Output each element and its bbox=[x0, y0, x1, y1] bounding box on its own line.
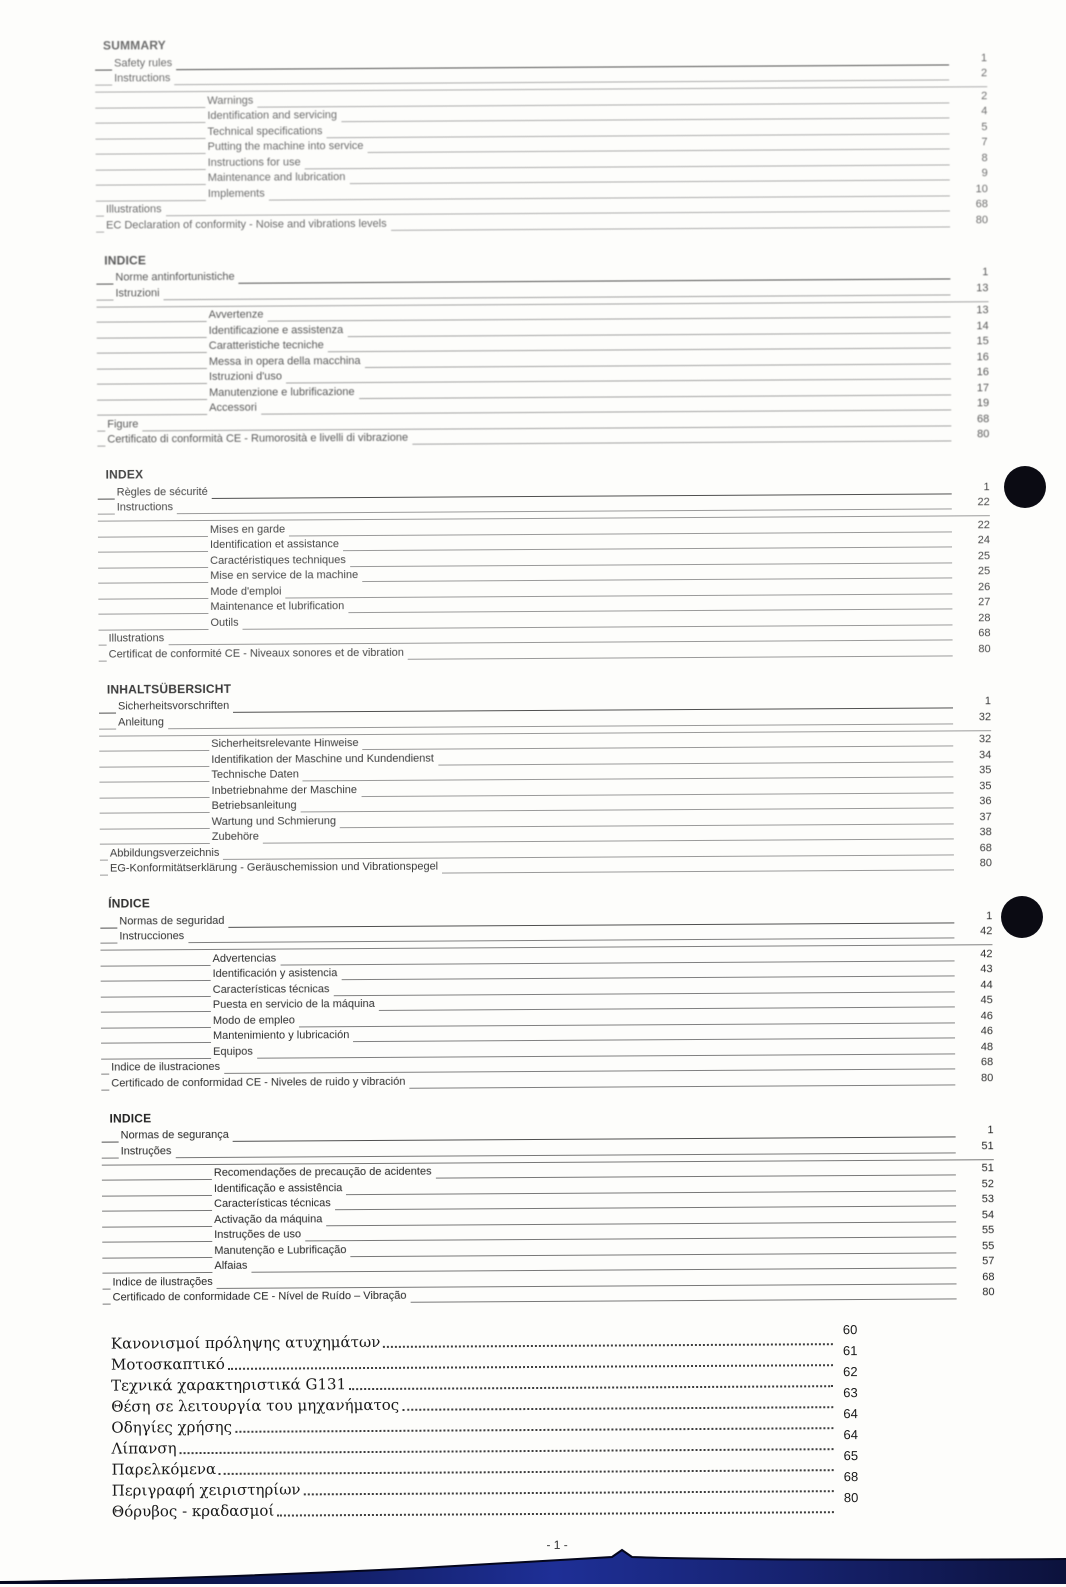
toc-item-label: Règles de sécurité bbox=[116, 485, 208, 499]
leader-line bbox=[442, 866, 954, 873]
toc-page-number: 80 bbox=[982, 1286, 995, 1299]
toc-item-label: Instrucciones bbox=[119, 930, 185, 943]
toc-item-label: Certificado de conformidad CE - Niveles de ruido y vibración bbox=[111, 1075, 406, 1090]
toc-page-number: 64 bbox=[843, 1427, 858, 1443]
toc-section-english bbox=[95, 33, 988, 232]
toc-item-label: Anleitung bbox=[118, 715, 164, 729]
leader-line-left bbox=[97, 318, 207, 323]
leader-line-left bbox=[97, 349, 207, 354]
toc-page-number: 10 bbox=[975, 182, 988, 195]
toc-page-number: 16 bbox=[976, 366, 989, 379]
leader-line-left bbox=[98, 594, 208, 599]
leader-line-left bbox=[96, 228, 104, 232]
leader-line-left bbox=[96, 181, 206, 186]
leader-line-left bbox=[98, 625, 208, 630]
toc-page-number: 80 bbox=[843, 1490, 859, 1506]
toc-page-number: 2 bbox=[980, 67, 988, 80]
toc-item-label: Advertencias bbox=[212, 952, 277, 965]
leader-line-left bbox=[101, 1086, 109, 1090]
toc-page-number: 44 bbox=[980, 978, 993, 991]
leader-line-left bbox=[97, 333, 207, 338]
toc-section-spanish bbox=[100, 891, 993, 1090]
toc-item-label: Sicherheitsrelevante Hinweise bbox=[211, 737, 359, 750]
toc-item-label: Activação da máquina bbox=[214, 1212, 323, 1226]
leader-line-left bbox=[100, 856, 108, 860]
leader-line-left bbox=[98, 563, 208, 568]
toc-item-label: Maintenance and lubrication bbox=[207, 171, 346, 184]
leader-line-left bbox=[96, 296, 113, 300]
toc-item-label: Manutenção e Lubrificação bbox=[214, 1243, 347, 1257]
toc-item-label: Norme antinfortunistiche bbox=[115, 270, 235, 284]
toc-item-label: Wartung und Schmierung bbox=[211, 814, 337, 828]
toc-item-label: Avvertenze bbox=[208, 308, 264, 321]
toc-item-label: Identificação e assistência bbox=[213, 1181, 343, 1195]
leader-line-left bbox=[96, 150, 206, 155]
leader-line-left bbox=[98, 579, 208, 584]
leader-line-left bbox=[103, 1285, 111, 1289]
toc-section-header: SUMMARY bbox=[102, 38, 166, 53]
toc-item-label: Normas de segurança bbox=[120, 1128, 229, 1142]
toc-page-number: 7 bbox=[981, 136, 988, 149]
toc-page-number: 80 bbox=[978, 642, 991, 655]
toc-item-label: Sicherheitsvorschriften bbox=[117, 699, 230, 713]
leader-line-left bbox=[95, 134, 205, 139]
leader-line-left bbox=[101, 992, 211, 997]
toc-item-label: Zubehöre bbox=[211, 830, 259, 843]
toc-page-number: 46 bbox=[980, 1025, 994, 1038]
toc-item-label: Abbildungsverzeichnis bbox=[109, 846, 220, 860]
toc-page-number: 62 bbox=[843, 1364, 858, 1380]
toc-page-number: 17 bbox=[976, 381, 990, 394]
toc-page-number: 51 bbox=[981, 1139, 994, 1152]
leader-line-left bbox=[95, 103, 205, 108]
leader-line-left bbox=[102, 1253, 212, 1258]
leader-line-left bbox=[100, 872, 108, 876]
toc-item-label: Recomendações de precaução de acidentes bbox=[213, 1165, 432, 1179]
toc-page-number: 57 bbox=[982, 1255, 995, 1268]
toc-section-french bbox=[98, 462, 991, 661]
toc-item-label: Identifikation der Maschine und Kundendienst bbox=[211, 752, 434, 766]
toc-page-number: 26 bbox=[977, 580, 991, 593]
toc-page-number: 60 bbox=[842, 1322, 858, 1338]
leader-line-left bbox=[97, 411, 207, 416]
toc-item-label: Mantenimiento y lubricación bbox=[212, 1029, 350, 1042]
toc-item-label: Accessori bbox=[209, 401, 257, 414]
toc-section-greek bbox=[110, 1322, 996, 1521]
dotted-leader-line bbox=[349, 1381, 833, 1390]
leader-line-left bbox=[102, 1191, 212, 1196]
toc-section-german bbox=[99, 677, 992, 876]
toc-page-number: 61 bbox=[842, 1343, 858, 1359]
leader-line-left bbox=[101, 1008, 211, 1013]
toc-page-number: 64 bbox=[843, 1406, 858, 1422]
toc-page-number: 28 bbox=[978, 611, 991, 624]
toc-item-label: Maintenance et lubrification bbox=[210, 600, 345, 613]
toc-page-number: 5 bbox=[981, 120, 988, 133]
toc-page-number: 32 bbox=[978, 733, 992, 746]
leader-line-left bbox=[98, 610, 208, 615]
toc-page-number: 35 bbox=[979, 779, 992, 792]
toc-item-label: Τεχνικά χαρακτηριστικά G131 bbox=[111, 1375, 347, 1395]
toc-page-number: 53 bbox=[981, 1193, 995, 1206]
toc-page-number: 9 bbox=[981, 167, 988, 180]
toc-page-number: 1 bbox=[980, 51, 988, 64]
toc-item-label: Betriebsanleitung bbox=[211, 799, 297, 812]
leader-line-left bbox=[95, 66, 112, 70]
toc-page-number: 38 bbox=[979, 826, 992, 839]
toc-item-label: Mises en garde bbox=[209, 523, 286, 536]
leader-line-left bbox=[101, 961, 211, 966]
leader-line-left bbox=[101, 1039, 211, 1044]
toc-page-number: 68 bbox=[978, 627, 991, 640]
toc-page-number: 68 bbox=[982, 1270, 995, 1283]
leader-line bbox=[412, 437, 951, 444]
toc-page-number: 13 bbox=[976, 304, 989, 317]
leader-line-left bbox=[96, 165, 206, 170]
leader-line bbox=[408, 652, 953, 659]
punch-hole-icon bbox=[1001, 896, 1043, 938]
toc-item-label: Instructions bbox=[116, 501, 174, 514]
toc-page-number: 19 bbox=[976, 397, 990, 410]
toc-page-number: 80 bbox=[975, 213, 989, 226]
leader-line-left bbox=[97, 364, 207, 369]
toc-section-header: INHALTSÜBERSICHT bbox=[106, 681, 232, 697]
toc-item-label: EG-Konformitätserklärung - Geräuschemission und Vibrationspegel bbox=[109, 860, 439, 875]
leader-line-left bbox=[99, 747, 209, 752]
toc-page-number: 68 bbox=[979, 841, 992, 854]
toc-page-number: 65 bbox=[843, 1448, 859, 1464]
toc-page-number: 35 bbox=[979, 764, 992, 777]
toc-item-label: Θέση σε λειτουργία του μηχανήματος bbox=[111, 1395, 400, 1416]
toc-item-label: Certificado de conformidade CE - Nível de Ruído – Vibração bbox=[112, 1289, 407, 1304]
toc-item-label: Modo de empleo bbox=[212, 1013, 295, 1027]
toc-page-number: 1 bbox=[982, 266, 989, 279]
leader-line-left bbox=[101, 1071, 109, 1075]
toc-item-label: EC Declaration of conformity - Noise and vibrations levels bbox=[106, 217, 387, 232]
toc-section-header: ÍNDICE bbox=[108, 896, 151, 911]
dotted-leader-line bbox=[277, 1507, 834, 1516]
leader-line-left bbox=[101, 1054, 211, 1059]
toc-page-number: 80 bbox=[980, 1071, 994, 1084]
punch-hole-icon bbox=[1004, 466, 1046, 508]
leader-line-left bbox=[95, 119, 205, 124]
toc-section-header: INDICE bbox=[109, 1110, 152, 1126]
toc-item-label: Istruzioni bbox=[115, 286, 160, 300]
toc-page-number: 25 bbox=[977, 549, 991, 562]
toc-item-label: Putting the machine into service bbox=[207, 140, 364, 153]
toc-item-label: Instruções bbox=[120, 1144, 172, 1158]
leader-line-left bbox=[98, 495, 115, 499]
toc-page-number: 4 bbox=[981, 105, 988, 118]
toc-page-number: 80 bbox=[977, 428, 990, 441]
toc-item-label: Παρελκόμενα bbox=[111, 1459, 217, 1479]
toc-item-label: Características técnicas bbox=[212, 982, 330, 996]
toc-item-label: Instructions for use bbox=[207, 155, 301, 169]
toc-section-italian bbox=[96, 248, 989, 447]
toc-page-number: 68 bbox=[980, 1056, 994, 1069]
toc-item-label: Instructions bbox=[114, 72, 171, 85]
dotted-leader-line bbox=[228, 1360, 833, 1370]
toc-page-number: 16 bbox=[976, 350, 989, 363]
toc-item-label: Características técnicas bbox=[213, 1197, 331, 1210]
dotted-leader-line bbox=[383, 1339, 833, 1348]
leader-line-left bbox=[97, 380, 207, 385]
toc-item-label: Outils bbox=[210, 616, 239, 629]
toc-item-label: Implements bbox=[207, 187, 265, 200]
dotted-leader-line bbox=[180, 1444, 834, 1454]
toc-page-number: 13 bbox=[976, 281, 989, 294]
leader-line-left bbox=[98, 548, 208, 553]
toc-page-number: 42 bbox=[980, 925, 993, 938]
toc-page-number: 52 bbox=[981, 1177, 994, 1190]
leader-line bbox=[391, 223, 950, 230]
toc-page-number: 45 bbox=[980, 994, 993, 1007]
toc-item-label: Technische Daten bbox=[211, 768, 299, 781]
leader-line-left bbox=[102, 1269, 212, 1274]
toc-page-number: 68 bbox=[843, 1469, 859, 1485]
toc-section-header: INDICE bbox=[104, 252, 147, 268]
book-spine-band bbox=[0, 1544, 1066, 1584]
leader-line-left bbox=[98, 532, 208, 537]
leader-line-left bbox=[97, 443, 105, 447]
toc-page-number: 22 bbox=[977, 518, 990, 531]
leader-line-left bbox=[97, 395, 207, 400]
toc-item-label: Messa in opera della macchina bbox=[208, 354, 361, 368]
toc-page-number: 34 bbox=[979, 748, 992, 761]
toc-item-label: Alfaias bbox=[214, 1259, 248, 1272]
toc-section-header: INDEX bbox=[105, 467, 144, 482]
toc-page-number: 1 bbox=[984, 695, 992, 708]
leader-line-left bbox=[99, 778, 209, 783]
toc-item-label: Safety rules bbox=[114, 56, 173, 70]
toc-item-label: Illustrations bbox=[105, 203, 162, 216]
toc-page-number: 27 bbox=[978, 596, 991, 609]
toc-page-number: 46 bbox=[980, 1009, 993, 1022]
toc-item-label: Mode d'emploi bbox=[210, 585, 282, 598]
leader-line-left bbox=[100, 924, 117, 928]
leader-line-left bbox=[102, 1139, 119, 1143]
toc-page-number: 36 bbox=[979, 795, 992, 808]
toc-page-number: 43 bbox=[980, 963, 993, 976]
leader-line-left bbox=[97, 427, 105, 431]
dotted-leader-line bbox=[235, 1423, 833, 1433]
toc-item-label: Caratteristiche tecniche bbox=[208, 339, 324, 352]
toc-page-number: 24 bbox=[977, 534, 991, 547]
toc-item-label: Warnings bbox=[207, 94, 254, 107]
leader-line-left bbox=[99, 762, 209, 767]
leader-line-left bbox=[102, 1207, 212, 1212]
toc-page-number: 42 bbox=[980, 947, 993, 960]
leader-line bbox=[409, 1081, 955, 1088]
leader-line-left bbox=[98, 511, 115, 515]
toc-item-label: Οδηγίες χρήσης bbox=[111, 1417, 233, 1437]
toc-page-number: 55 bbox=[981, 1224, 995, 1237]
leader-line-left bbox=[101, 1023, 211, 1028]
toc-item-label: Identification et assistance bbox=[209, 538, 340, 551]
toc-item-label: Μοτοσκαπτικό bbox=[110, 1354, 225, 1374]
toc-item-label: Caractéristiques techniques bbox=[210, 553, 346, 567]
toc-item-label: Indice de ilustraciones bbox=[111, 1060, 221, 1074]
leader-line-left bbox=[100, 809, 210, 814]
toc-item-label: Θόρυβος - κραδασμοί bbox=[111, 1501, 275, 1521]
toc-item-label: Mise en service de la machine bbox=[210, 569, 359, 582]
leader-line-left bbox=[99, 725, 116, 729]
toc-section-portuguese bbox=[101, 1106, 994, 1305]
leader-line-left bbox=[96, 281, 113, 285]
page-number-footer: - 1 - bbox=[546, 1537, 568, 1552]
toc-page-number: 1 bbox=[983, 480, 990, 493]
leader-line-left bbox=[99, 657, 107, 661]
toc-page-number: 37 bbox=[979, 810, 992, 823]
toc-item-label: Περιγραφή χειριστηρίων bbox=[111, 1480, 301, 1500]
toc-item-label: Normas de seguridad bbox=[119, 914, 225, 928]
toc-item-label: Instruções de uso bbox=[214, 1228, 302, 1241]
toc-item-label: Illustrations bbox=[108, 632, 165, 645]
toc-item-label: Identificación y asistencia bbox=[212, 967, 338, 980]
toc-page-number: 51 bbox=[981, 1162, 994, 1175]
toc-item-label: Equipos bbox=[213, 1045, 253, 1058]
toc-item-label: Certificato di conformità CE - Rumorosità e livelli di vibrazione bbox=[107, 431, 409, 446]
toc-item-label: Figure bbox=[107, 417, 139, 431]
toc-item-label: Technical specifications bbox=[207, 124, 323, 138]
leader-line-left bbox=[102, 1238, 212, 1243]
toc-item-label: Manutenzione e lubrificazione bbox=[209, 385, 355, 399]
toc-item-label: Puesta en servicio de la máquina bbox=[212, 997, 375, 1011]
dotted-leader-line bbox=[219, 1465, 834, 1475]
toc-page-number: 1 bbox=[987, 1124, 994, 1137]
toc-item-label: Inbetriebnahme der Maschine bbox=[211, 783, 358, 797]
toc-page-number: 14 bbox=[976, 319, 989, 332]
toc-item-label: Istruzioni d'uso bbox=[208, 370, 283, 383]
toc-page-number: 55 bbox=[982, 1239, 995, 1252]
toc-item-label: Certificat de conformité CE - Niveaux sonores et de vibration bbox=[108, 646, 405, 661]
toc-item-label: Λίπανση bbox=[111, 1439, 177, 1458]
toc-page-number: 1 bbox=[986, 909, 993, 922]
leader-line-left bbox=[102, 1176, 212, 1181]
leader-line-left bbox=[100, 824, 210, 829]
leader-line-left bbox=[96, 196, 206, 201]
leader-line-left bbox=[102, 1154, 119, 1158]
leader-line-left bbox=[96, 213, 104, 217]
toc-page-number: 22 bbox=[977, 496, 990, 509]
toc-root bbox=[95, 33, 995, 1304]
toc-page-number: 25 bbox=[977, 565, 991, 578]
toc-item-label: Identification and servicing bbox=[207, 109, 338, 122]
toc-page-number: 32 bbox=[978, 710, 992, 723]
leader-line bbox=[411, 1295, 957, 1302]
leader-line-left bbox=[99, 710, 116, 714]
toc-page-number: 68 bbox=[975, 198, 988, 211]
leader-line-left bbox=[100, 840, 210, 845]
toc-page-number: 80 bbox=[979, 857, 992, 870]
toc-item-label: Indice de ilustrações bbox=[112, 1275, 213, 1289]
leader-line-left bbox=[99, 642, 107, 646]
toc-page-number: 2 bbox=[981, 89, 988, 102]
leader-line-left bbox=[95, 82, 112, 86]
leader-line-left bbox=[100, 940, 117, 944]
dotted-leader-line bbox=[304, 1486, 834, 1495]
toc-page-number: 54 bbox=[981, 1208, 995, 1221]
toc-page-number: 63 bbox=[843, 1385, 858, 1401]
leader-line-left bbox=[102, 1222, 212, 1227]
leader-line-left bbox=[101, 977, 211, 982]
toc-page-number: 8 bbox=[981, 151, 988, 164]
leader-line-left bbox=[103, 1301, 111, 1305]
toc-page-number: 48 bbox=[980, 1040, 994, 1053]
leader-line-left bbox=[100, 793, 210, 798]
toc-page-number: 68 bbox=[976, 412, 990, 425]
toc-page-number: 15 bbox=[976, 335, 989, 348]
toc-item-label: Identificazione e assistenza bbox=[208, 323, 344, 337]
dotted-leader-line bbox=[402, 1402, 833, 1411]
toc-item-label: Κανονισμοί πρόληψης ατυχημάτων bbox=[110, 1332, 381, 1353]
